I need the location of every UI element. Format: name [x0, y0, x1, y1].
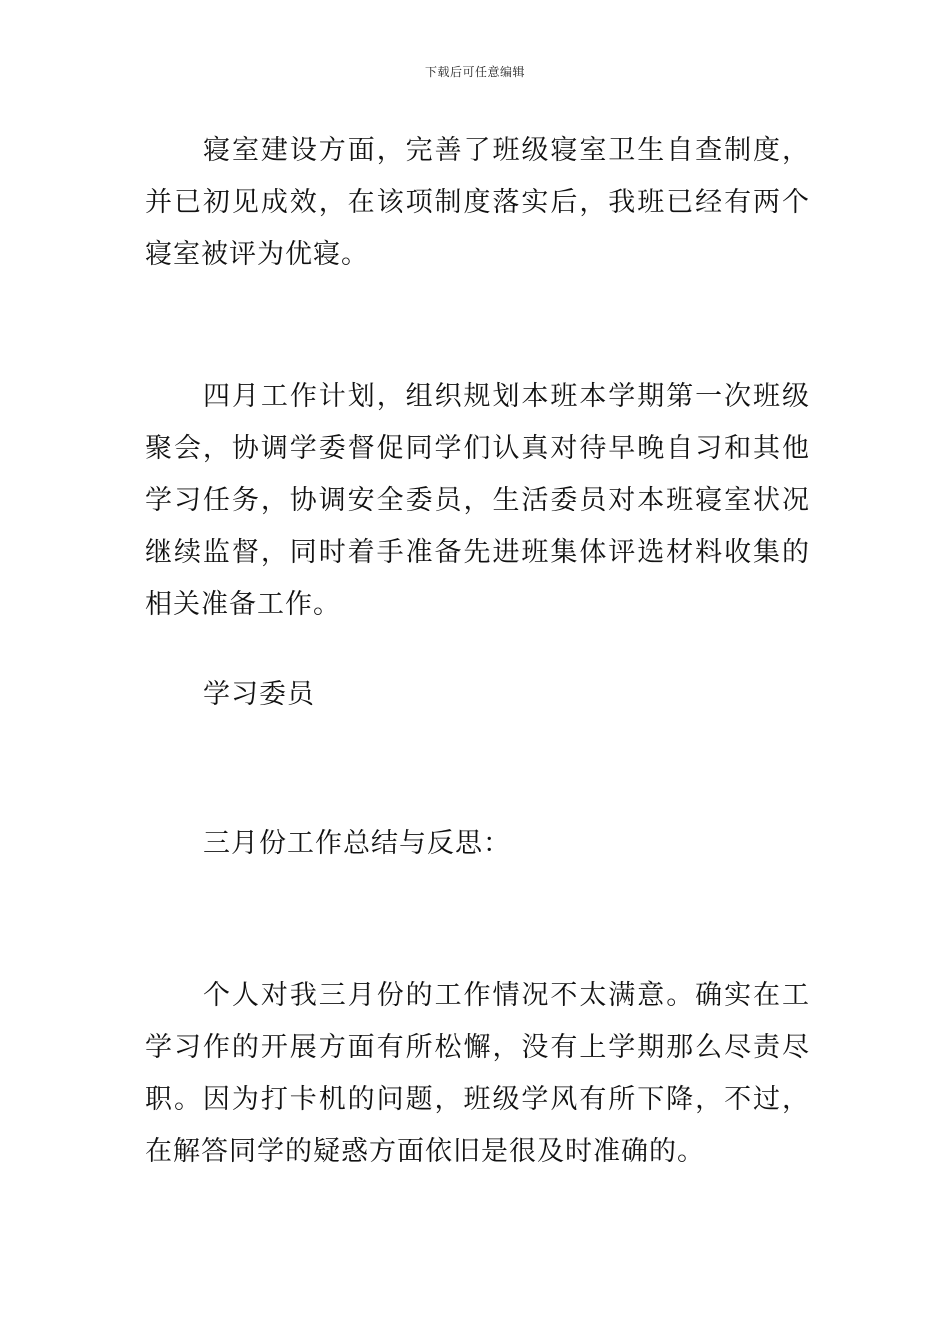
section-heading-study-committee: 学习委员: [203, 679, 315, 710]
paragraph-april-work-plan: 四月工作计划，组织规划本班本学期第一次班级聚会，协调学委督促同学们认真对待早晚自习和其他学习任务，协调安全委员，生活委员对本班寝室状况继续监督，同时着手准备先进班集体评选材料收集的相关准备工作。: [145, 381, 810, 620]
paragraph-dormitory-construction: 寝室建设方面，完善了班级寝室卫生自查制度，并已初见成效，在该项制度落实后，我班已经有两个寝室被评为优寝。: [145, 135, 810, 270]
section-heading-march-summary: 三月份工作总结与反思：: [203, 828, 511, 859]
page-header: 下载后可任意编辑: [424, 65, 525, 79]
paragraph-march-reflection: 个人对我三月份的工作情况不太满意。确实在工学习作的开展方面有所松懈，没有上学期那么尽责尽职。因为打卡机的问题，班级学风有所下降，不过，在解答同学的疑惑方面依旧是很及时准确的。: [145, 980, 810, 1167]
